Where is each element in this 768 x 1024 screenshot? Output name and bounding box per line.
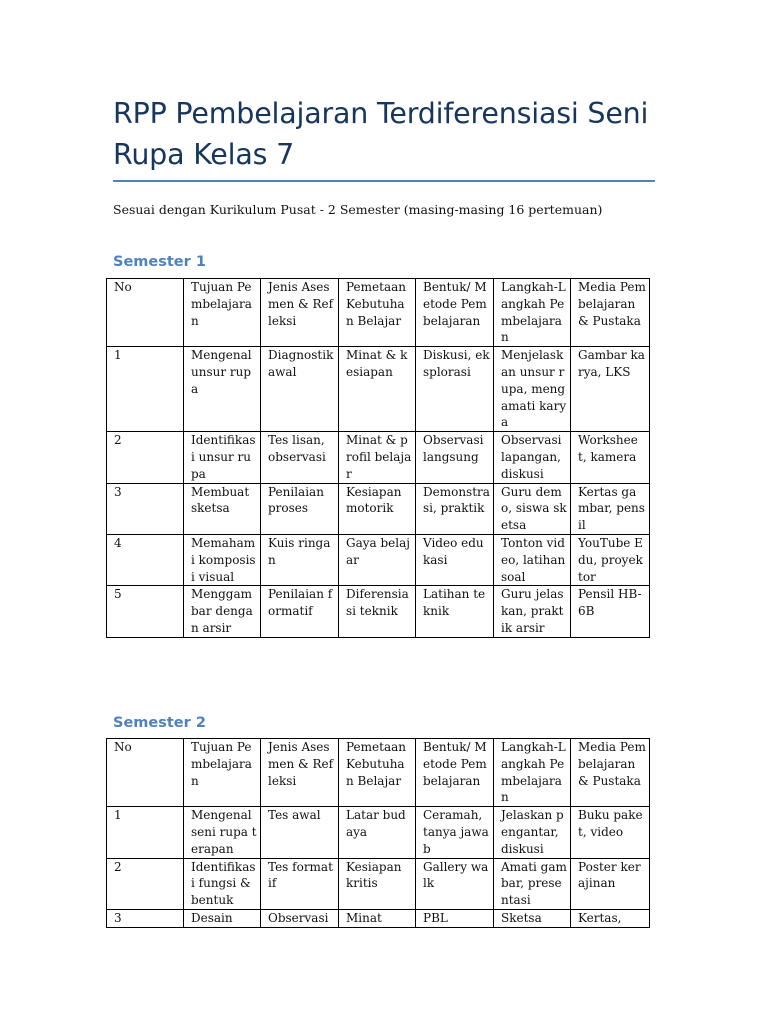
table-cell: 1 (107, 347, 184, 432)
header-cell: No (107, 279, 184, 347)
table-cell: Jelaskan pengantar, diskusi (494, 807, 571, 858)
table-cell: Sketsa (494, 909, 571, 927)
table-cell: 3 (107, 483, 184, 534)
table-row (107, 432, 650, 483)
table-cell: Buku paket, video (571, 807, 650, 858)
table-cell: Menggambar dengan arsir (184, 586, 261, 637)
table-cell: Identifikasi fungsi & bentuk (184, 858, 261, 909)
table-cell: Kuis ringan (261, 534, 339, 585)
table-cell: Memahami komposisi visual (184, 534, 261, 585)
table-row (107, 807, 650, 858)
semester-2-table (106, 738, 650, 928)
table-cell: Kertas, (571, 909, 650, 927)
header-cell: Jenis Asesmen & Refleksi (261, 279, 339, 347)
table-cell: Kesiapan motorik (339, 483, 416, 534)
document-title: RPP Pembelajaran Terdiferensiasi Seni Rupa Kelas 7 (113, 97, 649, 171)
table-cell: Minat (339, 909, 416, 927)
table-row (107, 858, 650, 909)
table-cell: Gambar karya, LKS (571, 347, 650, 432)
header-cell: Langkah-Langkah Pembelajaran (494, 739, 571, 807)
table-cell: Diagnostik awal (261, 347, 339, 432)
table-cell: Desain (184, 909, 261, 927)
table-row (107, 909, 650, 927)
table-cell: Latar budaya (339, 807, 416, 858)
table-cell: 3 (107, 909, 184, 927)
table-cell: 2 (107, 432, 184, 483)
semester-1-table (106, 278, 650, 638)
table-cell: Poster kerajinan (571, 858, 650, 909)
header-cell: Media Pembelajaran & Pustaka (571, 739, 650, 807)
table-cell: Penilaian formatif (261, 586, 339, 637)
table-cell: Menjelaskan unsur rupa, mengamati karya (494, 347, 571, 432)
header-cell: Tujuan Pembelajaran (184, 739, 261, 807)
header-cell: Langkah-Langkah Pembelajaran (494, 279, 571, 347)
header-cell: Bentuk/ Metode Pembelajaran (416, 279, 494, 347)
table-cell: Latihan teknik (416, 586, 494, 637)
header-cell: Bentuk/ Metode Pembelajaran (416, 739, 494, 807)
table-cell: Tes formatif (261, 858, 339, 909)
table-cell: Demonstrasi, praktik (416, 483, 494, 534)
table-cell: PBL (416, 909, 494, 927)
table-cell: Tes lisan, observasi (261, 432, 339, 483)
table-cell: Gallery walk (416, 858, 494, 909)
table-cell: Ceramah, tanya jawab (416, 807, 494, 858)
table-cell: Mengenal unsur rupa (184, 347, 261, 432)
table-cell: Tes awal (261, 807, 339, 858)
table-row (107, 586, 650, 637)
semester-2-heading: Semester 2 (113, 715, 206, 731)
table-row (107, 347, 650, 432)
table-cell: Kesiapan kritis (339, 858, 416, 909)
title-underline (113, 180, 655, 182)
table-cell: Worksheet, kamera (571, 432, 650, 483)
table-cell: 1 (107, 807, 184, 858)
table-cell: Gaya belajar (339, 534, 416, 585)
table-cell: Video edukasi (416, 534, 494, 585)
header-cell: Tujuan Pembelajaran (184, 279, 261, 347)
table-cell: Penilaian proses (261, 483, 339, 534)
table-cell: Membuat sketsa (184, 483, 261, 534)
table-cell: Identifikasi unsur rupa (184, 432, 261, 483)
table-cell: Minat & kesiapan (339, 347, 416, 432)
header-cell: Jenis Asesmen & Refleksi (261, 739, 339, 807)
table-cell: Amati gambar, presentasi (494, 858, 571, 909)
table-cell: 2 (107, 858, 184, 909)
semester-1-heading: Semester 1 (113, 254, 206, 270)
table-cell: Pensil HB-6B (571, 586, 650, 637)
header-cell: Media Pembelajaran & Pustaka (571, 279, 650, 347)
table-cell: Tonton video, latihan soal (494, 534, 571, 585)
table-row (107, 534, 650, 585)
table-cell: Guru demo, siswa sketsa (494, 483, 571, 534)
header-cell: Pemetaan Kebutuhan Belajar (339, 279, 416, 347)
table-header-row (107, 279, 650, 347)
table-cell: Observasi langsung (416, 432, 494, 483)
table-cell: YouTube Edu, proyektor (571, 534, 650, 585)
table-header-row (107, 739, 650, 807)
document-subtitle: Sesuai dengan Kurikulum Pusat - 2 Semester (masing-masing 16 pertemuan) (113, 202, 603, 217)
table-cell: 5 (107, 586, 184, 637)
header-cell: No (107, 739, 184, 807)
table-row (107, 483, 650, 534)
table-cell: Observasi lapangan, diskusi (494, 432, 571, 483)
table-cell: Mengenal seni rupa terapan (184, 807, 261, 858)
table-cell: 4 (107, 534, 184, 585)
table-cell: Kertas gambar, pensil (571, 483, 650, 534)
table-cell: Diskusi, eksplorasi (416, 347, 494, 432)
table-cell: Diferensiasi teknik (339, 586, 416, 637)
table-cell: Observasi (261, 909, 339, 927)
table-cell: Minat & profil belajar (339, 432, 416, 483)
header-cell: Pemetaan Kebutuhan Belajar (339, 739, 416, 807)
table-cell: Guru jelaskan, praktik arsir (494, 586, 571, 637)
